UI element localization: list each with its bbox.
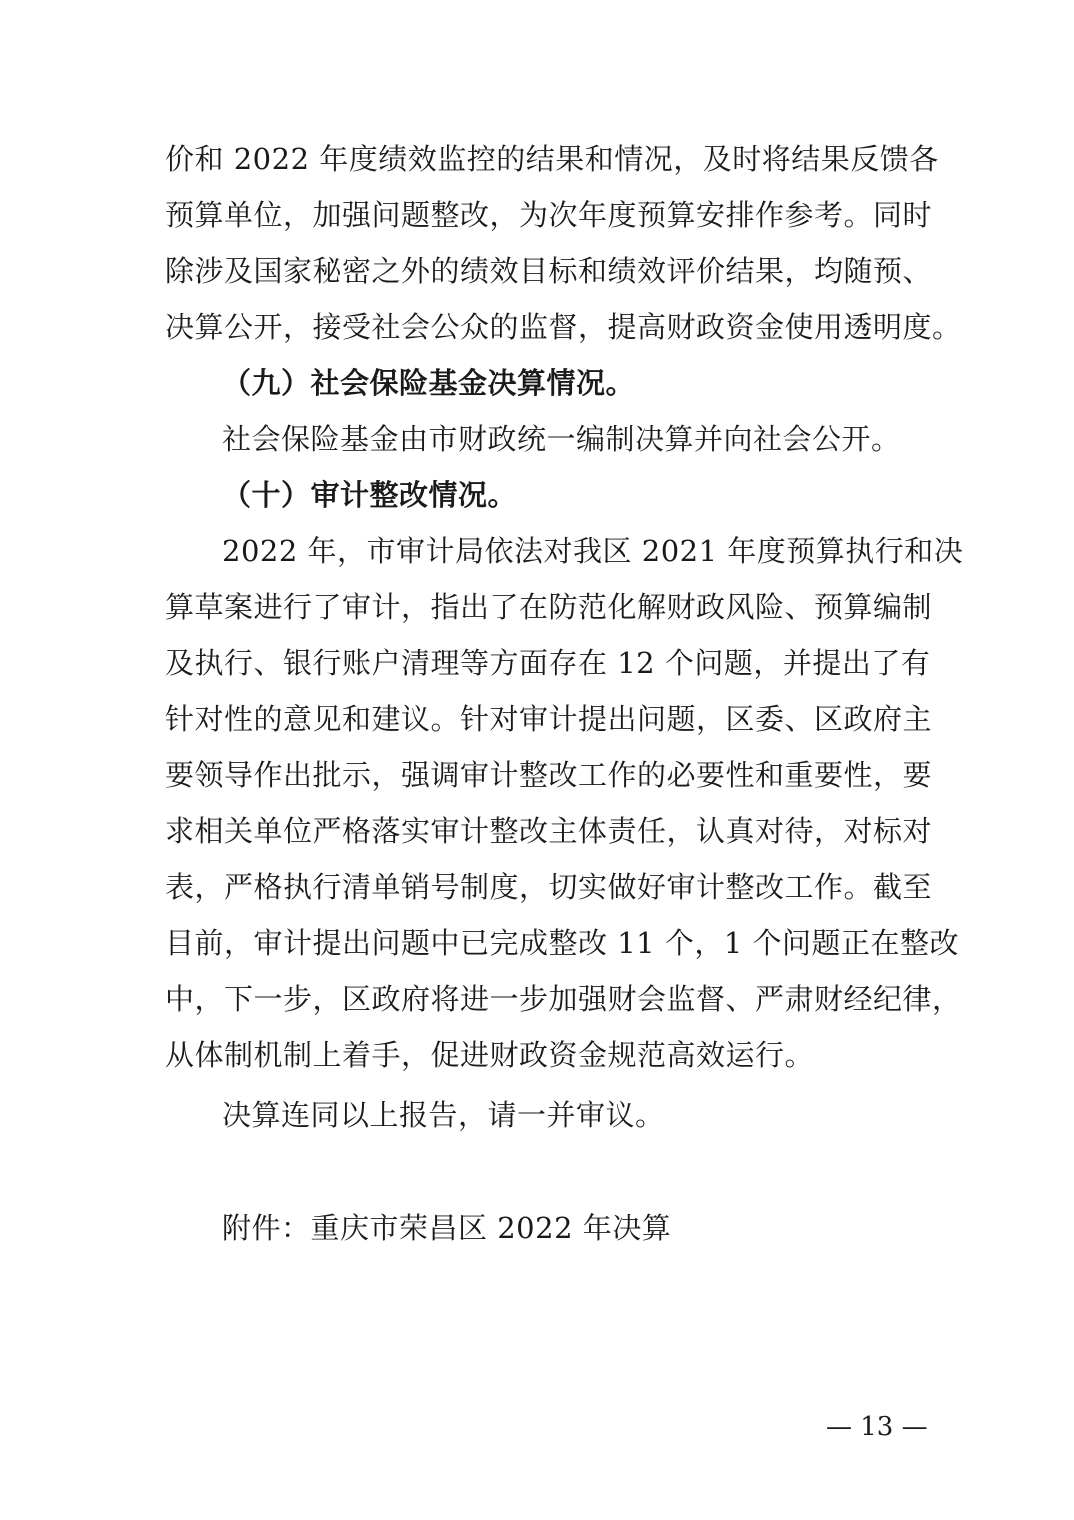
body-text-line: 算草案进行了审计，指出了在防范化解财政风险、预算编制 — [165, 590, 933, 624]
closing-sentence: 决算连同以上报告，请一并审议。 — [222, 1098, 665, 1132]
body-text-line: 及执行、银行账户清理等方面存在 12 个问题，并提出了有 — [165, 646, 931, 680]
body-text-line: 社会保险基金由市财政统一编制决算并向社会公开。 — [222, 422, 901, 456]
section-heading-9: （九）社会保险基金决算情况。 — [222, 366, 636, 400]
section-heading-10: （十）审计整改情况。 — [222, 478, 518, 512]
body-text-line: 针对性的意见和建议。针对审计提出问题，区委、区政府主 — [165, 702, 933, 736]
body-text-line: 目前，审计提出问题中已完成整改 11 个，1 个问题正在整改 — [165, 926, 960, 960]
body-text-line: 预算单位，加强问题整改，为次年度预算安排作参考。同时 — [165, 198, 933, 232]
body-text-line: 从体制机制上着手，促进财政资金规范高效运行。 — [165, 1038, 815, 1072]
body-text-line: 2022 年，市审计局依法对我区 2021 年度预算执行和决 — [222, 534, 964, 568]
body-text-line: 中，下一步，区政府将进一步加强财会监督、严肃财经纪律， — [165, 982, 962, 1016]
body-text-line: 除涉及国家秘密之外的绩效目标和绩效评价结果，均随预、 — [165, 254, 933, 288]
body-text-line: 要领导作出批示，强调审计整改工作的必要性和重要性，要 — [165, 758, 933, 792]
body-text-line: 表，严格执行清单销号制度，切实做好审计整改工作。截至 — [165, 870, 933, 904]
body-text-line: 决算公开，接受社会公众的监督，提高财政资金使用透明度。 — [165, 310, 962, 344]
page-number: — 13 — — [826, 1412, 928, 1442]
body-text-line: 价和 2022 年度绩效监控的结果和情况，及时将结果反馈各 — [165, 142, 939, 176]
body-text-line: 求相关单位严格落实审计整改主体责任，认真对待，对标对 — [165, 814, 933, 848]
attachment-note: 附件：重庆市荣昌区 2022 年决算 — [222, 1211, 672, 1245]
